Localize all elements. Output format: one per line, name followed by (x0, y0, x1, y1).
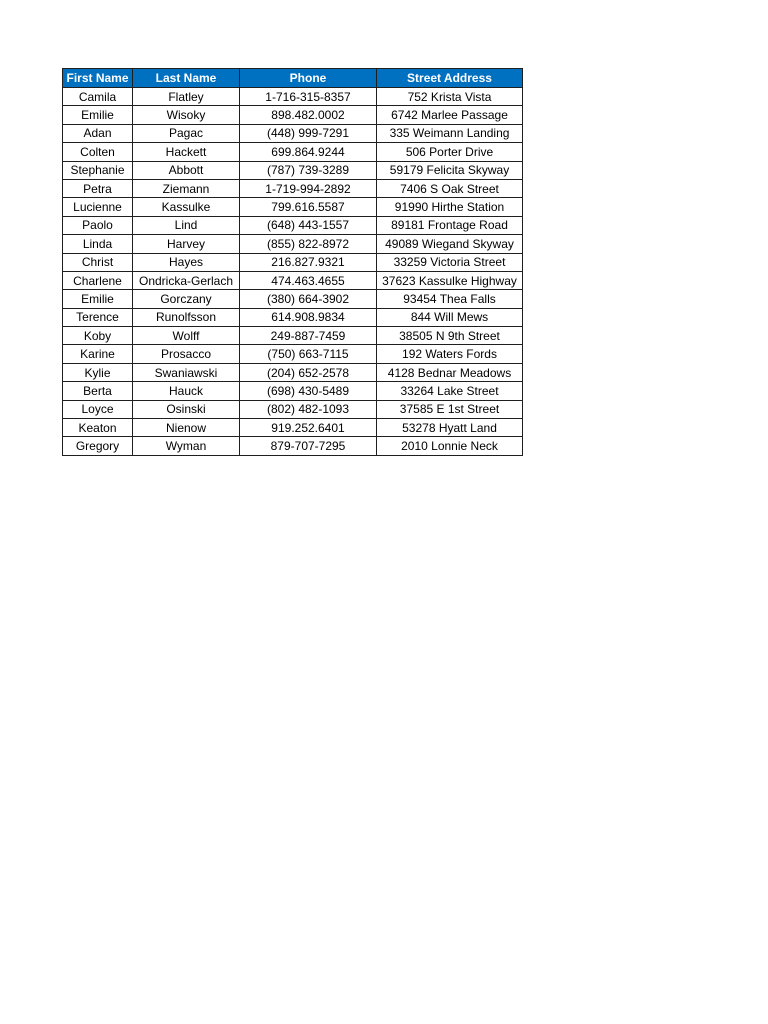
table-row (63, 308, 523, 326)
last-name-cell: Gorczany (133, 290, 240, 308)
phone-cell: (802) 482-1093 (240, 400, 377, 418)
street-address-cell: 844 Will Mews (377, 308, 523, 326)
phone-cell: 898.482.0002 (240, 106, 377, 124)
table-row (63, 88, 523, 106)
last-name-cell: Wisoky (133, 106, 240, 124)
phone-cell: 249-887-7459 (240, 327, 377, 345)
last-name-cell: Harvey (133, 235, 240, 253)
first-name-cell: Charlene (63, 271, 133, 289)
last-name-cell: Ondricka-Gerlach (133, 271, 240, 289)
first-name-cell: Emilie (63, 106, 133, 124)
street-address-cell: 752 Krista Vista (377, 88, 523, 106)
last-name-cell: Pagac (133, 124, 240, 142)
contacts-table (62, 68, 523, 456)
table-row (63, 345, 523, 363)
street-address-cell: 93454 Thea Falls (377, 290, 523, 308)
phone-cell: (380) 664-3902 (240, 290, 377, 308)
header-last-name: Last Name (133, 69, 240, 88)
phone-cell: 474.463.4655 (240, 271, 377, 289)
header-first-name: First Name (63, 69, 133, 88)
last-name-cell: Nienow (133, 419, 240, 437)
table-row (63, 253, 523, 271)
phone-cell: 879-707-7295 (240, 437, 377, 455)
phone-cell: 919.252.6401 (240, 419, 377, 437)
street-address-cell: 37585 E 1st Street (377, 400, 523, 418)
phone-cell: (204) 652-2578 (240, 363, 377, 381)
last-name-cell: Runolfsson (133, 308, 240, 326)
first-name-cell: Adan (63, 124, 133, 142)
phone-cell: 799.616.5587 (240, 198, 377, 216)
last-name-cell: Ziemann (133, 179, 240, 197)
street-address-cell: 89181 Frontage Road (377, 216, 523, 234)
first-name-cell: Koby (63, 327, 133, 345)
table-row (63, 179, 523, 197)
last-name-cell: Kassulke (133, 198, 240, 216)
contacts-sheet (62, 68, 523, 456)
first-name-cell: Keaton (63, 419, 133, 437)
header-phone: Phone (240, 69, 377, 88)
last-name-cell: Lind (133, 216, 240, 234)
first-name-cell: Berta (63, 382, 133, 400)
first-name-cell: Lucienne (63, 198, 133, 216)
phone-cell: (787) 739-3289 (240, 161, 377, 179)
last-name-cell: Osinski (133, 400, 240, 418)
table-row (63, 106, 523, 124)
phone-cell: (698) 430-5489 (240, 382, 377, 400)
street-address-cell: 2010 Lonnie Neck (377, 437, 523, 455)
last-name-cell: Wolff (133, 327, 240, 345)
phone-cell: 216.827.9321 (240, 253, 377, 271)
table-row (63, 290, 523, 308)
last-name-cell: Abbott (133, 161, 240, 179)
first-name-cell: Linda (63, 235, 133, 253)
street-address-cell: 49089 Wiegand Skyway (377, 235, 523, 253)
last-name-cell: Hackett (133, 143, 240, 161)
last-name-cell: Prosacco (133, 345, 240, 363)
street-address-cell: 91990 Hirthe Station (377, 198, 523, 216)
phone-cell: 614.908.9834 (240, 308, 377, 326)
first-name-cell: Colten (63, 143, 133, 161)
first-name-cell: Loyce (63, 400, 133, 418)
table-row (63, 363, 523, 381)
table-row (63, 327, 523, 345)
phone-cell: 699.864.9244 (240, 143, 377, 161)
table-row (63, 382, 523, 400)
street-address-cell: 53278 Hyatt Land (377, 419, 523, 437)
street-address-cell: 37623 Kassulke Highway (377, 271, 523, 289)
street-address-cell: 59179 Felicita Skyway (377, 161, 523, 179)
table-row (63, 143, 523, 161)
street-address-cell: 33259 Victoria Street (377, 253, 523, 271)
street-address-cell: 335 Weimann Landing (377, 124, 523, 142)
first-name-cell: Christ (63, 253, 133, 271)
first-name-cell: Kylie (63, 363, 133, 381)
table-row (63, 400, 523, 418)
phone-cell: (750) 663-7115 (240, 345, 377, 363)
first-name-cell: Stephanie (63, 161, 133, 179)
phone-cell: 1-719-994-2892 (240, 179, 377, 197)
street-address-cell: 4128 Bednar Meadows (377, 363, 523, 381)
first-name-cell: Karine (63, 345, 133, 363)
last-name-cell: Swaniawski (133, 363, 240, 381)
first-name-cell: Paolo (63, 216, 133, 234)
last-name-cell: Hauck (133, 382, 240, 400)
table-row (63, 271, 523, 289)
street-address-cell: 506 Porter Drive (377, 143, 523, 161)
phone-cell: (448) 999-7291 (240, 124, 377, 142)
first-name-cell: Camila (63, 88, 133, 106)
last-name-cell: Wyman (133, 437, 240, 455)
header-street-address: Street Address (377, 69, 523, 88)
street-address-cell: 38505 N 9th Street (377, 327, 523, 345)
table-row (63, 216, 523, 234)
last-name-cell: Flatley (133, 88, 240, 106)
first-name-cell: Gregory (63, 437, 133, 455)
first-name-cell: Terence (63, 308, 133, 326)
street-address-cell: 7406 S Oak Street (377, 179, 523, 197)
phone-cell: (648) 443-1557 (240, 216, 377, 234)
table-row (63, 161, 523, 179)
table-body (63, 88, 523, 456)
phone-cell: (855) 822-8972 (240, 235, 377, 253)
street-address-cell: 192 Waters Fords (377, 345, 523, 363)
first-name-cell: Petra (63, 179, 133, 197)
street-address-cell: 33264 Lake Street (377, 382, 523, 400)
street-address-cell: 6742 Marlee Passage (377, 106, 523, 124)
phone-cell: 1-716-315-8357 (240, 88, 377, 106)
table-row (63, 198, 523, 216)
table-row (63, 124, 523, 142)
first-name-cell: Emilie (63, 290, 133, 308)
header-row (63, 69, 523, 88)
last-name-cell: Hayes (133, 253, 240, 271)
table-row (63, 235, 523, 253)
table-row (63, 419, 523, 437)
table-row (63, 437, 523, 455)
